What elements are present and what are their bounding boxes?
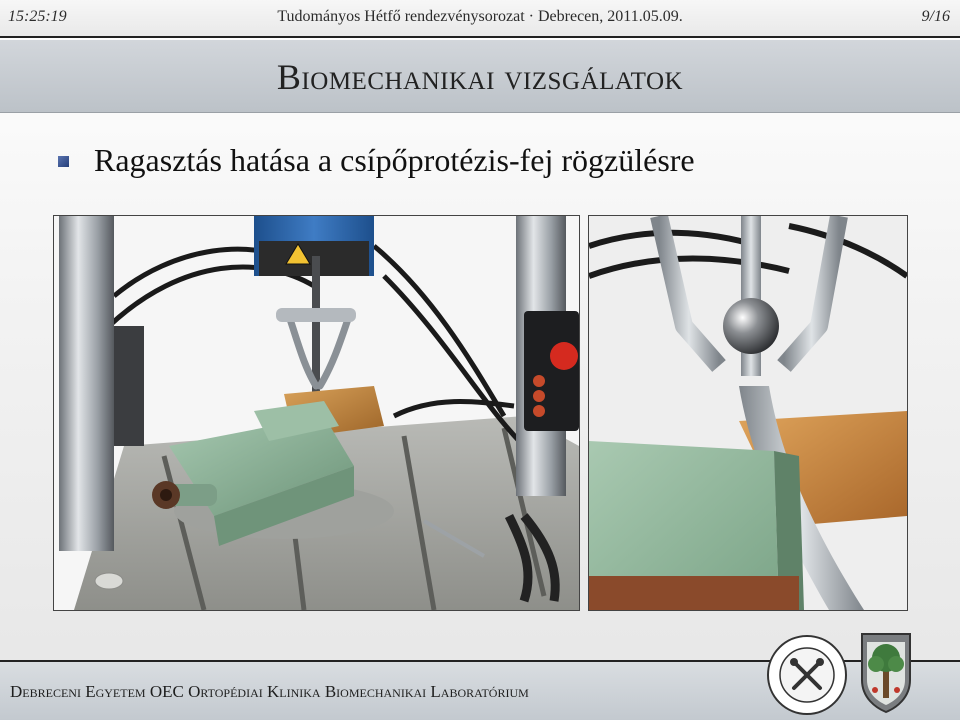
bullet-text: Ragasztás hatása a csípőprotézis-fej rögzülésre	[94, 142, 695, 178]
slide-title: Biomechanikai vizsgálatok	[276, 57, 684, 97]
title-band	[0, 40, 960, 113]
conference-title: Tudományos Hétfő rendezvénysorozat · Debrecen, 2011.05.09.	[277, 8, 683, 25]
coat-of-arms-icon	[858, 630, 914, 714]
square-bullet-icon	[58, 156, 69, 167]
university-seal-icon	[766, 634, 848, 716]
footer-institution: Debreceni Egyetem OEC Ortopédiai Klinika Biomechanikai Laboratórium	[10, 682, 529, 701]
time-display: 15:25:19	[8, 8, 67, 25]
photo-prosthesis-closeup	[588, 215, 908, 611]
photo-drill-press-setup	[53, 215, 580, 611]
header-bar	[0, 0, 960, 38]
page-number: 9/16	[921, 8, 950, 25]
